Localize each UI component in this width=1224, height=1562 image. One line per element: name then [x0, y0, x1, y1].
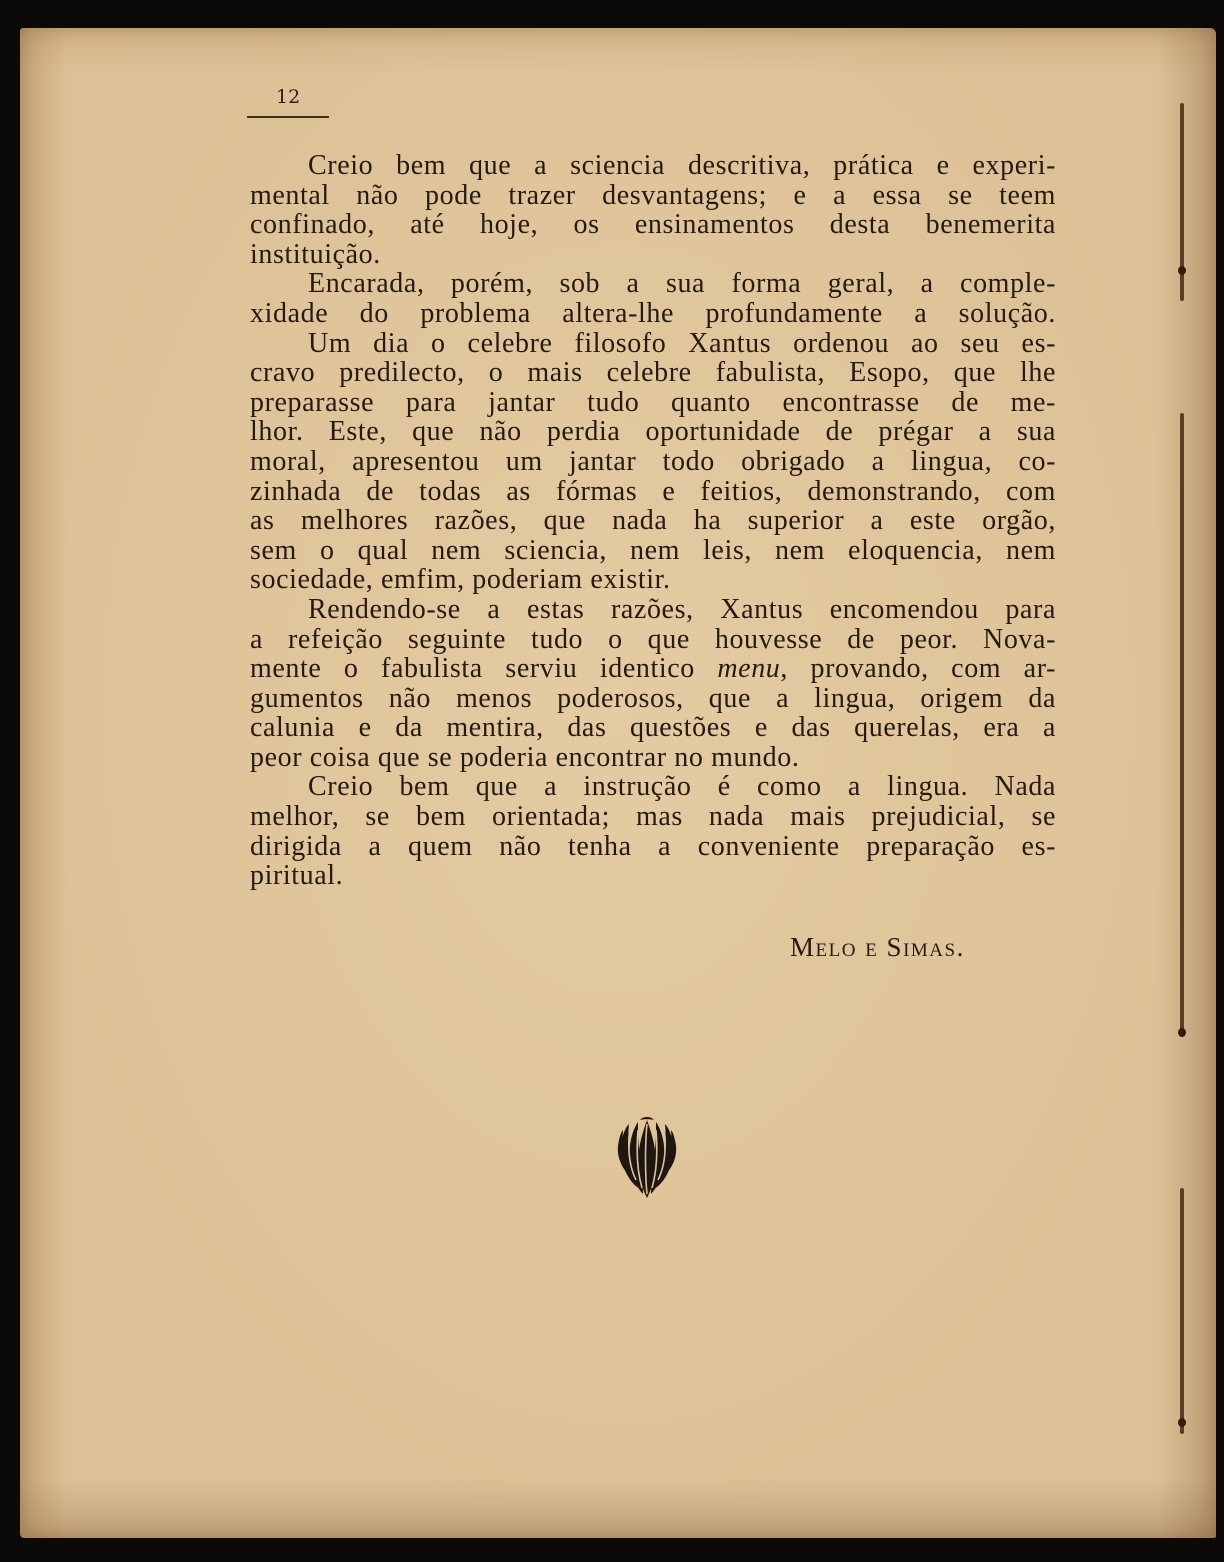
- text-line: confinado, até hoje, os ensinamentos desta benemerita: [250, 209, 1056, 241]
- text-line: instituição.: [250, 238, 381, 270]
- text-line: Um dia o celebre filosofo Xantus ordenou ao seu es-: [308, 327, 1056, 359]
- text-line: dirigida a quem não tenha a conveniente preparação es-: [250, 830, 1056, 862]
- text-line: cravo predilecto, o mais celebre fabulista, Esopo, que lhe: [250, 357, 1056, 389]
- binding-stitch: [1180, 1188, 1184, 1434]
- paragraph: [250, 269, 1056, 328]
- text-line: gumentos não menos poderosos, que a lingua, origem da: [250, 682, 1056, 714]
- paper-page: [20, 28, 1216, 1538]
- text-line: mental não pode trazer desvantagens; e a essa se teem: [250, 179, 1056, 211]
- paragraph: [250, 151, 1056, 269]
- text-line: xidade do problema altera-lhe profundamente a solução.: [250, 297, 1056, 329]
- text-line: Rendendo-se a estas razões, Xantus encomendou para: [308, 593, 1056, 625]
- text-line: piritual.: [250, 860, 344, 892]
- text-line: Encarada, porém, sob a sua forma geral, a comple-: [308, 268, 1056, 300]
- text-line: Creio bem que a sciencia descritiva, prática e experi-: [308, 150, 1056, 181]
- text-line: a refeição seguinte tudo o que houvesse de peor. Nova-: [250, 623, 1056, 655]
- article-body: [250, 151, 1056, 891]
- paragraph: [250, 772, 1056, 890]
- emphasized-word: menu: [717, 653, 781, 685]
- text-line: as melhores razões, que nada ha superior a este orgão,: [250, 505, 1056, 537]
- text-line: mente o fabulista serviu identico menu, provando, com ar-: [250, 653, 1056, 685]
- binding-stitch: [1180, 413, 1184, 1037]
- leaf-fleuron-icon: [616, 1114, 678, 1198]
- text-line: sem o qual nem sciencia, nem leis, nem eloquencia, nem: [250, 534, 1056, 566]
- text-line: Creio bem que a instrução é como a lingua. Nada: [308, 771, 1056, 803]
- page-number-rule: [247, 116, 329, 118]
- page-number: 12: [276, 86, 301, 108]
- text-line: lhor. Este, que não perdia oportunidade de prégar a sua: [250, 416, 1056, 448]
- binding-stitch-knot: [1178, 1028, 1186, 1037]
- paragraph: [250, 595, 1056, 773]
- binding-stitch-knot: [1178, 266, 1186, 275]
- text-line: zinhada de todas as fórmas e feitios, demonstrando, com: [250, 475, 1056, 507]
- paragraph: [250, 329, 1056, 595]
- text-line: melhor, se bem orientada; mas nada mais prejudicial, se: [250, 801, 1056, 833]
- author-signature: Melo e Simas.: [790, 932, 965, 962]
- binding-stitch-knot: [1178, 1418, 1186, 1427]
- text-line: preparasse para jantar tudo quanto encontrasse de me-: [250, 386, 1056, 418]
- text-line: sociedade, emfim, poderiam existir.: [250, 564, 671, 596]
- text-line: moral, apresentou um jantar todo obrigado a lingua, co-: [250, 445, 1056, 477]
- text-line: calunia e da mentira, das questões e das querelas, era a: [250, 712, 1056, 744]
- text-line: peor coisa que se poderia encontrar no mundo.: [250, 741, 800, 773]
